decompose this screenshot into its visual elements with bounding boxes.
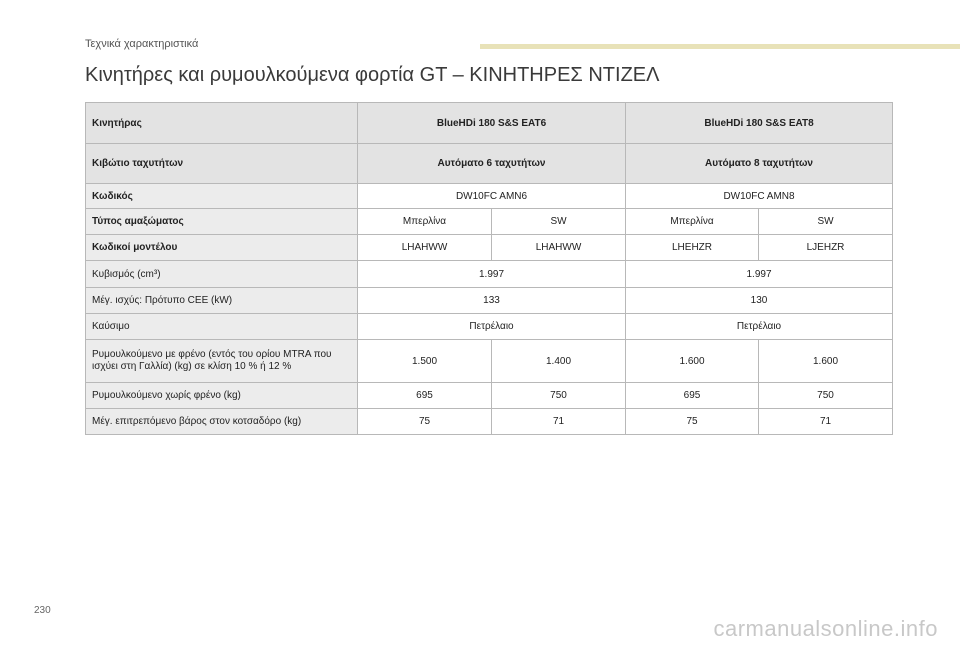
table-row-code [86, 184, 893, 209]
table-cell: 71 [492, 409, 626, 435]
page-title: Κινητήρες και ρυμουλκούμενα φορτία GT – ΚΙΝΗΤΗΡΕΣ ΝΤΙΖΕΛ [85, 64, 660, 86]
table-cell: Αυτόματο 6 ταχυτήτων [358, 144, 626, 184]
table-cell: SW [759, 209, 893, 235]
table-cell: LHEHZR [626, 235, 759, 261]
row-label: Τύπος αμαξώματος [86, 209, 358, 235]
row-label: Κωδικοί μοντέλου [86, 235, 358, 261]
row-label: Ρυμουλκούμενο χωρίς φρένο (kg) [86, 383, 358, 409]
table-cell: DW10FC AMN8 [626, 184, 893, 209]
table-cell: SW [492, 209, 626, 235]
table-cell: 133 [358, 288, 626, 314]
table-row-engine [86, 103, 893, 144]
table-cell: 695 [626, 383, 759, 409]
table-cell: 1.997 [626, 261, 893, 288]
table-cell: LHAHWW [492, 235, 626, 261]
table-row-gearbox [86, 144, 893, 184]
row-label: Κυβισμός (cm³) [86, 261, 358, 288]
row-label: Κωδικός [86, 184, 358, 209]
table-cell: Μπερλίνα [358, 209, 492, 235]
table-row-unbraked-trailer [86, 383, 893, 409]
section-label: Τεχνικά χαρακτηριστικά [85, 38, 199, 50]
table-cell: 750 [492, 383, 626, 409]
table-cell: 750 [759, 383, 893, 409]
table-cell: 1.600 [626, 340, 759, 383]
table-cell: 75 [626, 409, 759, 435]
table-cell: LHAHWW [358, 235, 492, 261]
row-label: Μέγ. ισχύς: Πρότυπο CEE (kW) [86, 288, 358, 314]
table-cell: 71 [759, 409, 893, 435]
table-row-braked-trailer [86, 340, 893, 383]
table-cell: 75 [358, 409, 492, 435]
table-cell: 1.400 [492, 340, 626, 383]
table-row-model-codes [86, 235, 893, 261]
table-row-body-type [86, 209, 893, 235]
table-cell: BlueHDi 180 S&S EAT8 [626, 103, 893, 144]
table-cell: DW10FC AMN6 [358, 184, 626, 209]
specs-table [85, 102, 893, 435]
row-label: Κιβώτιο ταχυτήτων [86, 144, 358, 184]
table-cell: 1.600 [759, 340, 893, 383]
table-cell: 1.500 [358, 340, 492, 383]
table-cell: Πετρέλαιο [358, 314, 626, 340]
row-label: Κινητήρας [86, 103, 358, 144]
table-cell: Μπερλίνα [626, 209, 759, 235]
watermark: carmanualsonline.info [713, 616, 938, 641]
table-row-max-power [86, 288, 893, 314]
table-cell: Αυτόματο 8 ταχυτήτων [626, 144, 893, 184]
table-cell: 1.997 [358, 261, 626, 288]
page-number: 230 [34, 605, 51, 616]
table-row-nose-weight [86, 409, 893, 435]
table-cell: Πετρέλαιο [626, 314, 893, 340]
row-label: Μέγ. επιτρεπόμενο βάρος στον κοτσαδόρο (kg) [86, 409, 358, 435]
table-row-fuel [86, 314, 893, 340]
table-cell: LJEHZR [759, 235, 893, 261]
row-label: Καύσιμο [86, 314, 358, 340]
row-label: Ρυμουλκούμενο με φρένο (εντός του ορίου MTRA που ισχύει στη Γαλλία) (kg) σε κλίση 10 % ή 12 % [86, 340, 358, 383]
table-cell: 695 [358, 383, 492, 409]
header-rule [480, 44, 960, 49]
table-row-displacement [86, 261, 893, 288]
table-cell: 130 [626, 288, 893, 314]
table-cell: BlueHDi 180 S&S EAT6 [358, 103, 626, 144]
